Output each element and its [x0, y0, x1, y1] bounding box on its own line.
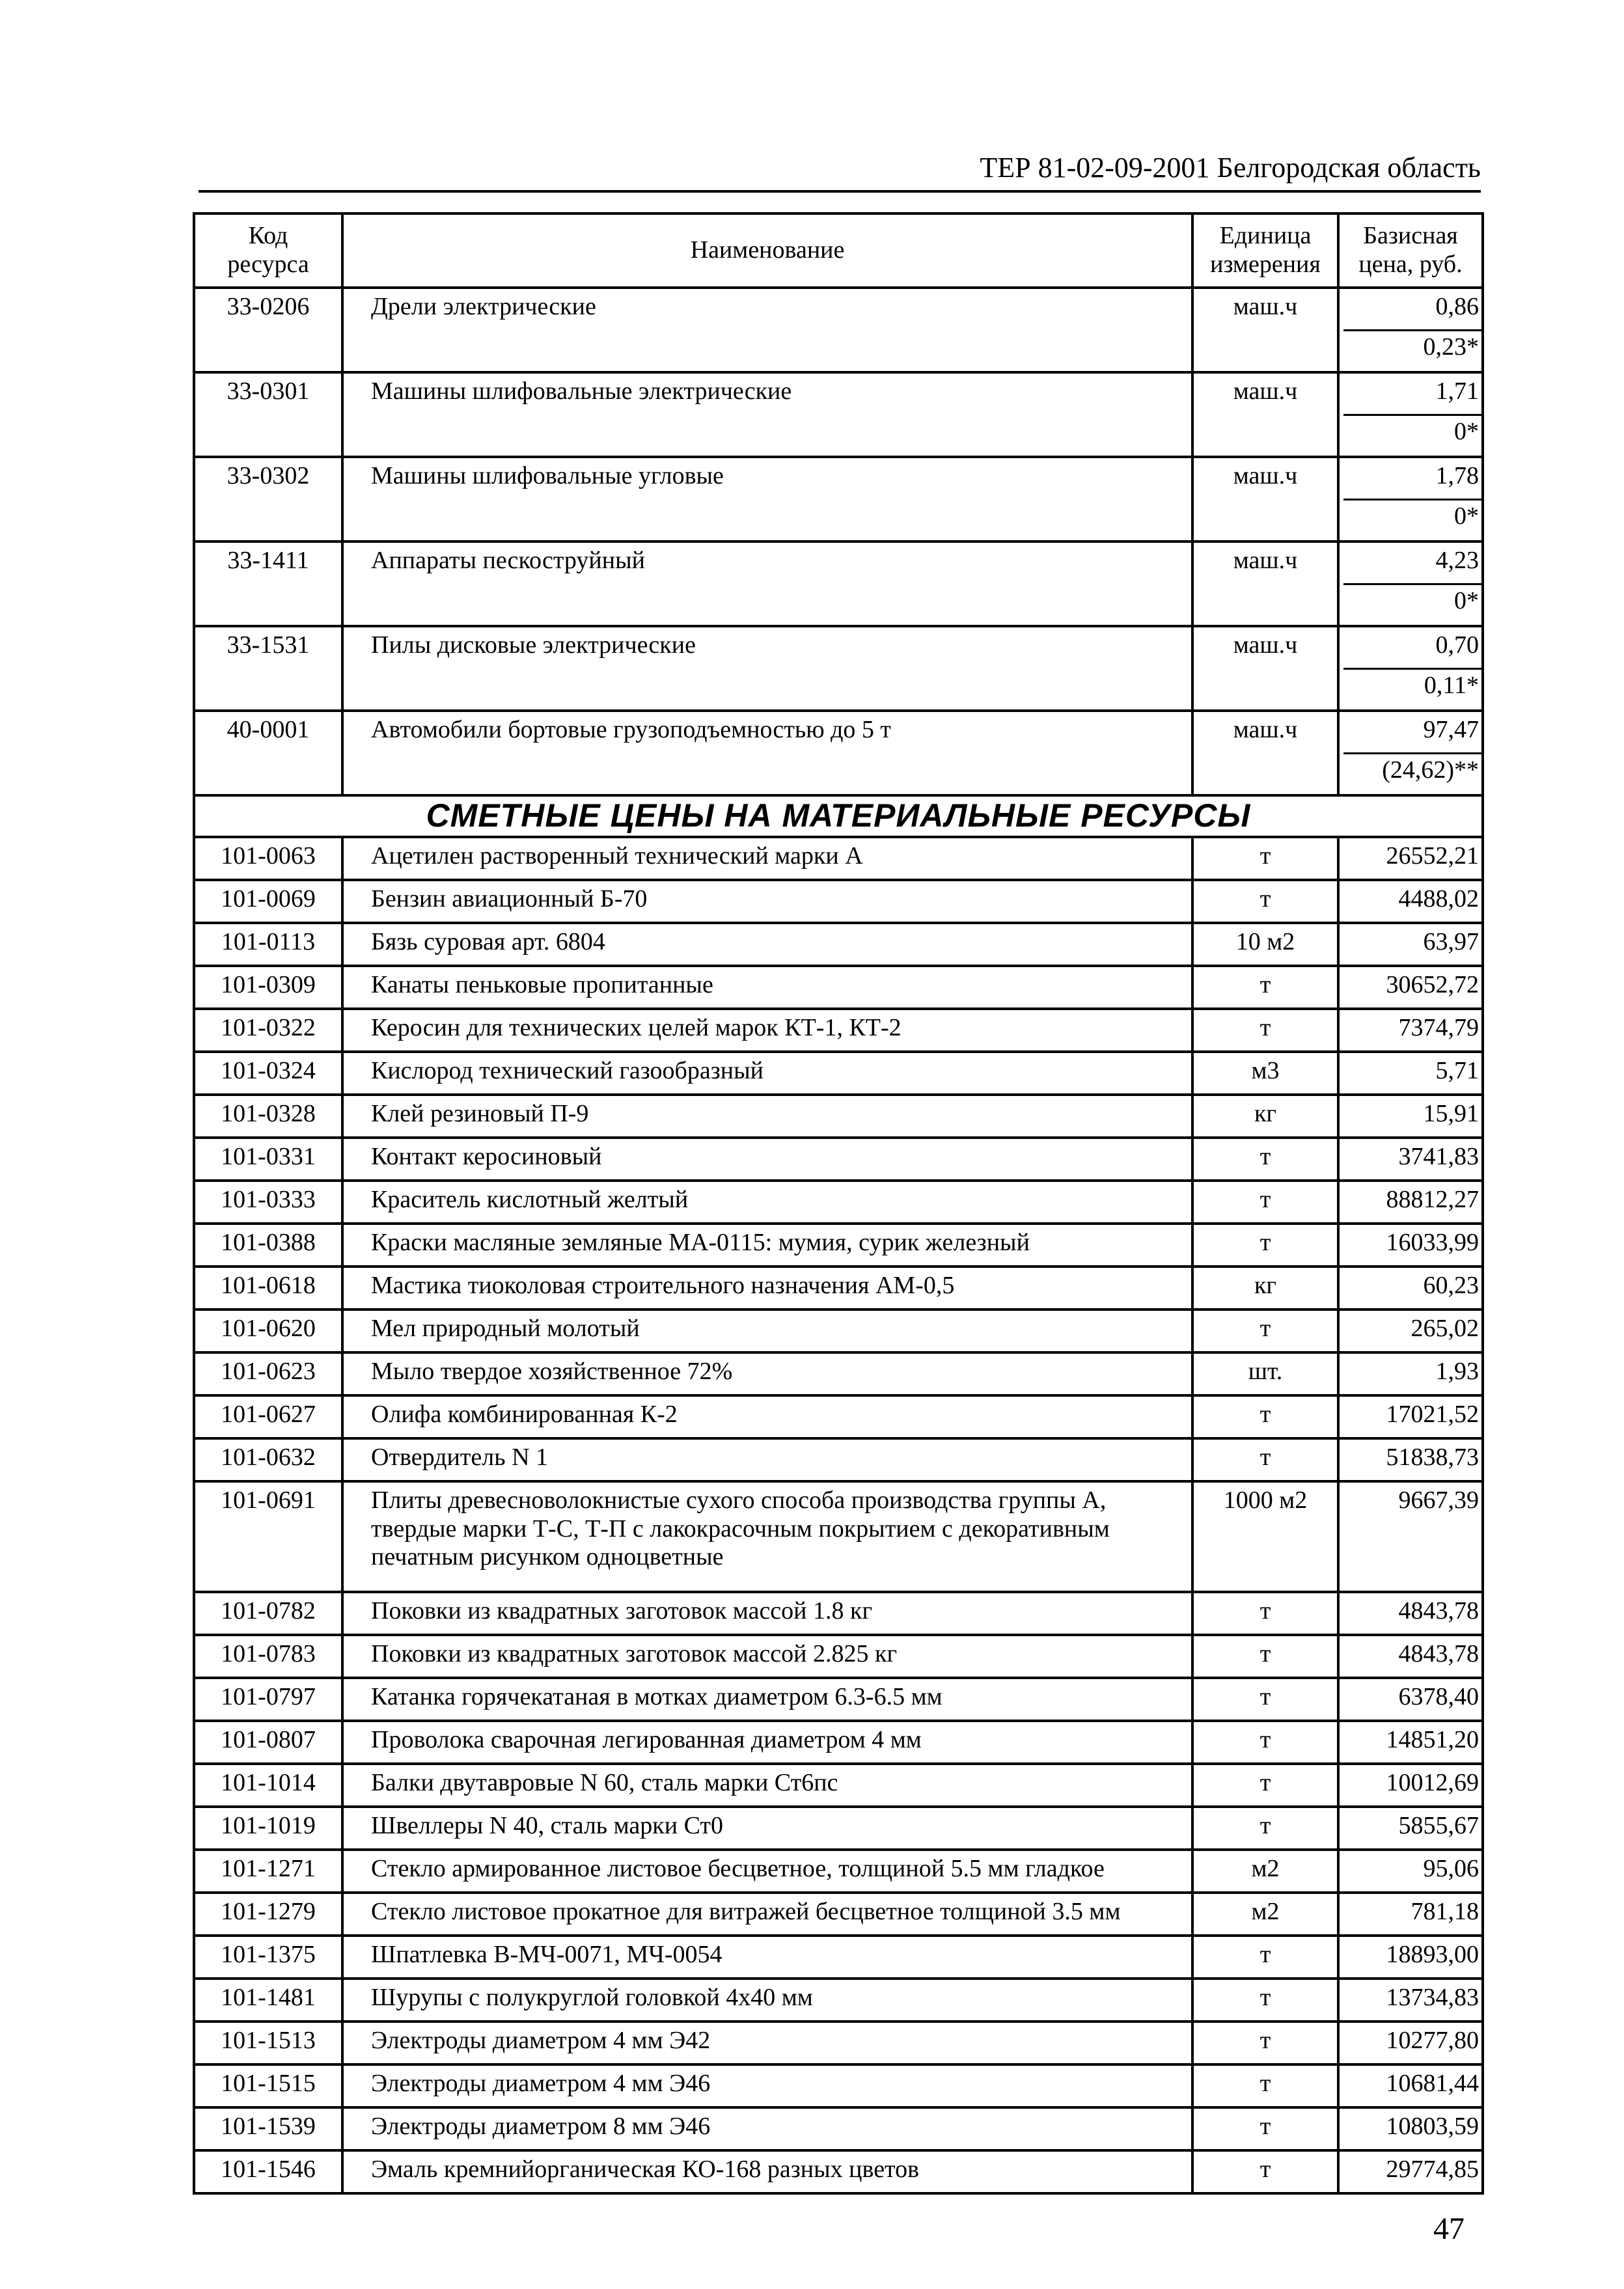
table-row	[194, 1395, 1483, 1438]
resource-price: 9667,39	[1338, 1481, 1483, 1592]
resource-price: 5,71	[1338, 1052, 1483, 1095]
resource-unit: т	[1192, 1592, 1338, 1635]
resource-code: 101-1515	[194, 2064, 342, 2107]
resource-unit: 1000 м2	[1192, 1481, 1338, 1592]
table-row	[194, 1009, 1483, 1052]
resource-code: 101-0623	[194, 1352, 342, 1395]
resource-price: 10012,69	[1338, 1764, 1483, 1807]
resource-code: 33-0301	[194, 372, 342, 457]
alt-price: 0*	[1454, 587, 1479, 614]
resource-code: 101-0113	[194, 923, 342, 966]
resource-name: Керосин для технических целей марок КТ-1, КТ-2	[342, 1009, 1192, 1052]
resource-price: 7374,79	[1338, 1009, 1483, 1052]
resource-name: Ацетилен растворенный технический марки А	[342, 837, 1192, 880]
resource-unit: т	[1192, 2064, 1338, 2107]
price-divider	[1343, 414, 1481, 416]
price-box	[1340, 627, 1481, 709]
resource-name: Отвердитель N 1	[342, 1438, 1192, 1481]
resource-name: Контакт керосиновый	[342, 1138, 1192, 1181]
resource-price: 3741,83	[1338, 1138, 1483, 1181]
table-row	[194, 372, 1483, 457]
resource-code: 101-0328	[194, 1095, 342, 1138]
resource-code: 101-0620	[194, 1309, 342, 1352]
resource-price-table	[193, 212, 1484, 2195]
table-row	[194, 1764, 1483, 1807]
resource-price-cell	[1338, 626, 1483, 711]
alt-price: (24,62)**	[1382, 756, 1479, 784]
table-header-row	[194, 213, 1483, 288]
resource-code: 101-0309	[194, 966, 342, 1009]
page-number: 47	[1433, 2212, 1465, 2246]
resource-price-cell	[1338, 372, 1483, 457]
price-divider	[1343, 583, 1481, 585]
resource-name: Швеллеры N 40, сталь марки Ст0	[342, 1807, 1192, 1850]
price-box	[1340, 289, 1481, 371]
table-row	[194, 1721, 1483, 1764]
resource-name: Эмаль кремнийорганическая КО-168 разных цветов	[342, 2150, 1192, 2193]
resource-price-cell	[1338, 711, 1483, 795]
resource-unit: т	[1192, 1395, 1338, 1438]
resource-name: Канаты пеньковые пропитанные	[342, 966, 1192, 1009]
resource-price: 4843,78	[1338, 1592, 1483, 1635]
table-row	[194, 1224, 1483, 1267]
base-price: 4,23	[1435, 547, 1479, 574]
base-price: 0,86	[1435, 293, 1479, 320]
resource-price: 265,02	[1338, 1309, 1483, 1352]
resource-unit: т	[1192, 837, 1338, 880]
resource-unit: т	[1192, 1224, 1338, 1267]
table-row	[194, 1181, 1483, 1224]
table-row	[194, 880, 1483, 923]
price-divider	[1343, 668, 1481, 670]
header-code: Код ресурса	[194, 213, 342, 288]
resource-name: Электроды диаметром 4 мм Э46	[342, 2064, 1192, 2107]
resource-price: 18893,00	[1338, 1936, 1483, 1979]
resource-unit: м3	[1192, 1052, 1338, 1095]
resource-name: Поковки из квадратных заготовок массой 2.825 кг	[342, 1635, 1192, 1678]
resource-price-cell	[1338, 288, 1483, 372]
resource-price: 13734,83	[1338, 1979, 1483, 2022]
alt-price: 0*	[1454, 502, 1479, 530]
resource-name: Пилы дисковые электрические	[342, 626, 1192, 711]
table-row	[194, 1807, 1483, 1850]
resource-code: 101-1014	[194, 1764, 342, 1807]
resource-price: 95,06	[1338, 1850, 1483, 1893]
resource-price: 30652,72	[1338, 966, 1483, 1009]
resource-code: 101-0388	[194, 1224, 342, 1267]
resource-unit: т	[1192, 2107, 1338, 2150]
resource-code: 33-0206	[194, 288, 342, 372]
resource-price: 88812,27	[1338, 1181, 1483, 1224]
table-row	[194, 837, 1483, 880]
resource-code: 101-0322	[194, 1009, 342, 1052]
resource-name: Олифа комбинированная К-2	[342, 1395, 1192, 1438]
resource-unit: м2	[1192, 1893, 1338, 1936]
table-row	[194, 1095, 1483, 1138]
resource-name: Машины шлифовальные электрические	[342, 372, 1192, 457]
resource-price: 16033,99	[1338, 1224, 1483, 1267]
resource-name: Аппараты пескоструйный	[342, 541, 1192, 626]
resource-code: 101-0807	[194, 1721, 342, 1764]
table-row	[194, 2107, 1483, 2150]
resource-name: Плиты древесноволокнистые сухого способа производства группы А, твердые марки Т-С, Т-П с лакокрасочным покрытием с декоративным печатным рисунком одноцветные	[342, 1481, 1192, 1592]
table-row	[194, 1936, 1483, 1979]
price-divider	[1343, 329, 1481, 331]
alt-price: 0,23*	[1423, 333, 1479, 361]
resource-code: 101-0331	[194, 1138, 342, 1181]
resource-price: 6378,40	[1338, 1678, 1483, 1721]
resource-code: 101-0069	[194, 880, 342, 923]
resource-code: 101-0618	[194, 1267, 342, 1309]
resource-name: Клей резиновый П-9	[342, 1095, 1192, 1138]
resource-code: 33-1411	[194, 541, 342, 626]
resource-name: Краситель кислотный желтый	[342, 1181, 1192, 1224]
price-divider	[1343, 499, 1481, 500]
resource-price: 5855,67	[1338, 1807, 1483, 1850]
resource-price: 26552,21	[1338, 837, 1483, 880]
resource-name: Краски масляные земляные МА-0115: мумия, сурик железный	[342, 1224, 1192, 1267]
resource-unit: т	[1192, 1009, 1338, 1052]
resource-name: Балки двутавровые N 60, сталь марки Ст6пс	[342, 1764, 1192, 1807]
resource-unit: т	[1192, 1138, 1338, 1181]
header-unit: Единица измерения	[1192, 213, 1338, 288]
resource-price: 781,18	[1338, 1893, 1483, 1936]
resource-unit: м2	[1192, 1850, 1338, 1893]
resource-code: 101-0691	[194, 1481, 342, 1592]
resource-price: 15,91	[1338, 1095, 1483, 1138]
table-row	[194, 711, 1483, 795]
resource-unit: маш.ч	[1192, 457, 1338, 541]
resource-unit: маш.ч	[1192, 372, 1338, 457]
table-row	[194, 541, 1483, 626]
resource-unit: т	[1192, 2150, 1338, 2193]
resource-name: Электроды диаметром 8 мм Э46	[342, 2107, 1192, 2150]
resource-price: 63,97	[1338, 923, 1483, 966]
resource-price: 14851,20	[1338, 1721, 1483, 1764]
resource-unit: т	[1192, 2022, 1338, 2064]
section-title: СМЕТНЫЕ ЦЕНЫ НА МАТЕРИАЛЬНЫЕ РЕСУРСЫ	[194, 795, 1483, 837]
table-row	[194, 288, 1483, 372]
table-row	[194, 2150, 1483, 2193]
resource-code: 33-1531	[194, 626, 342, 711]
resource-unit: т	[1192, 1807, 1338, 1850]
resource-code: 33-0302	[194, 457, 342, 541]
resource-price: 4488,02	[1338, 880, 1483, 923]
table-row	[194, 1979, 1483, 2022]
table-row	[194, 1309, 1483, 1352]
resource-unit: маш.ч	[1192, 541, 1338, 626]
table-row	[194, 2064, 1483, 2107]
resource-unit: т	[1192, 1309, 1338, 1352]
resource-code: 101-1539	[194, 2107, 342, 2150]
table-row	[194, 2022, 1483, 2064]
resource-name: Шурупы с полукруглой головкой 4х40 мм	[342, 1979, 1192, 2022]
resource-unit: т	[1192, 1678, 1338, 1721]
resource-unit: 10 м2	[1192, 923, 1338, 966]
resource-code: 40-0001	[194, 711, 342, 795]
resource-code: 101-1481	[194, 1979, 342, 2022]
resource-unit: т	[1192, 1438, 1338, 1481]
resource-price: 17021,52	[1338, 1395, 1483, 1438]
resource-unit: кг	[1192, 1267, 1338, 1309]
header-name: Наименование	[342, 213, 1192, 288]
resource-name: Шпатлевка В-МЧ-0071, МЧ-0054	[342, 1936, 1192, 1979]
table-row	[194, 457, 1483, 541]
resource-price: 10277,80	[1338, 2022, 1483, 2064]
resource-name: Мел природный молотый	[342, 1309, 1192, 1352]
resource-name: Электроды диаметром 4 мм Э42	[342, 2022, 1192, 2064]
table-row	[194, 1635, 1483, 1678]
resource-price: 10681,44	[1338, 2064, 1483, 2107]
alt-price: 0*	[1454, 418, 1479, 445]
table-row	[194, 1352, 1483, 1395]
resource-unit: шт.	[1192, 1352, 1338, 1395]
table-row	[194, 1438, 1483, 1481]
resource-unit: т	[1192, 1635, 1338, 1678]
resource-code: 101-1279	[194, 1893, 342, 1936]
resource-code: 101-0797	[194, 1678, 342, 1721]
table-row	[194, 1267, 1483, 1309]
resource-name: Поковки из квадратных заготовок массой 1.8 кг	[342, 1592, 1192, 1635]
resource-code: 101-0063	[194, 837, 342, 880]
alt-price: 0,11*	[1424, 672, 1479, 699]
base-price: 0,70	[1435, 631, 1479, 659]
resource-unit: маш.ч	[1192, 626, 1338, 711]
resource-unit: т	[1192, 1936, 1338, 1979]
resource-code: 101-1019	[194, 1807, 342, 1850]
resource-code: 101-0783	[194, 1635, 342, 1678]
table-row	[194, 1138, 1483, 1181]
resource-price-cell	[1338, 541, 1483, 626]
table-row	[194, 626, 1483, 711]
resource-unit: т	[1192, 880, 1338, 923]
header-price: Базисная цена, руб.	[1338, 213, 1483, 288]
resource-name: Мастика тиоколовая строительного назначения АМ-0,5	[342, 1267, 1192, 1309]
resource-unit: маш.ч	[1192, 711, 1338, 795]
resource-name: Кислород технический газообразный	[342, 1052, 1192, 1095]
resource-name: Стекло листовое прокатное для витражей бесцветное толщиной 3.5 мм	[342, 1893, 1192, 1936]
table-row	[194, 1481, 1483, 1592]
resource-unit: т	[1192, 1764, 1338, 1807]
resource-price-cell	[1338, 457, 1483, 541]
resource-name: Проволока сварочная легированная диаметром 4 мм	[342, 1721, 1192, 1764]
resource-code: 101-0627	[194, 1395, 342, 1438]
resource-price: 10803,59	[1338, 2107, 1483, 2150]
resource-price: 60,23	[1338, 1267, 1483, 1309]
resource-name: Мыло твердое хозяйственное 72%	[342, 1352, 1192, 1395]
price-box	[1340, 543, 1481, 625]
resource-price: 51838,73	[1338, 1438, 1483, 1481]
resource-unit: т	[1192, 966, 1338, 1009]
document-title: ТЕР 81-02-09-2001 Белгородская область	[980, 152, 1481, 184]
document-header	[199, 148, 1481, 193]
table-row	[194, 923, 1483, 966]
resource-code: 101-0333	[194, 1181, 342, 1224]
table-row	[194, 1678, 1483, 1721]
resource-name: Бязь суровая арт. 6804	[342, 923, 1192, 966]
base-price: 1,71	[1435, 377, 1479, 405]
table-row	[194, 1592, 1483, 1635]
resource-code: 101-1271	[194, 1850, 342, 1893]
price-box	[1340, 374, 1481, 456]
resource-name: Машины шлифовальные угловые	[342, 457, 1192, 541]
resource-name: Стекло армированное листовое бесцветное, толщиной 5.5 мм гладкое	[342, 1850, 1192, 1893]
resource-price: 1,93	[1338, 1352, 1483, 1395]
resource-name: Бензин авиационный Б-70	[342, 880, 1192, 923]
resource-unit: кг	[1192, 1095, 1338, 1138]
resource-code: 101-0632	[194, 1438, 342, 1481]
resource-unit: т	[1192, 1979, 1338, 2022]
resource-code: 101-0782	[194, 1592, 342, 1635]
base-price: 1,78	[1435, 462, 1479, 489]
price-box	[1340, 458, 1481, 540]
price-box	[1340, 712, 1481, 794]
resource-price: 29774,85	[1338, 2150, 1483, 2193]
resource-name: Катанка горячекатаная в мотках диаметром 6.3-6.5 мм	[342, 1678, 1192, 1721]
table-row	[194, 1850, 1483, 1893]
resource-name: Дрели электрические	[342, 288, 1192, 372]
table-row	[194, 1893, 1483, 1936]
section-row	[194, 795, 1483, 837]
table-row	[194, 966, 1483, 1009]
resource-code: 101-1375	[194, 1936, 342, 1979]
resource-price: 4843,78	[1338, 1635, 1483, 1678]
resource-code: 101-0324	[194, 1052, 342, 1095]
table-row	[194, 1052, 1483, 1095]
resource-unit: маш.ч	[1192, 288, 1338, 372]
base-price: 97,47	[1423, 716, 1479, 743]
resource-unit: т	[1192, 1181, 1338, 1224]
resource-code: 101-1513	[194, 2022, 342, 2064]
resource-unit: т	[1192, 1721, 1338, 1764]
resource-name: Автомобили бортовые грузоподъемностью до 5 т	[342, 711, 1192, 795]
price-divider	[1343, 752, 1481, 754]
resource-code: 101-1546	[194, 2150, 342, 2193]
